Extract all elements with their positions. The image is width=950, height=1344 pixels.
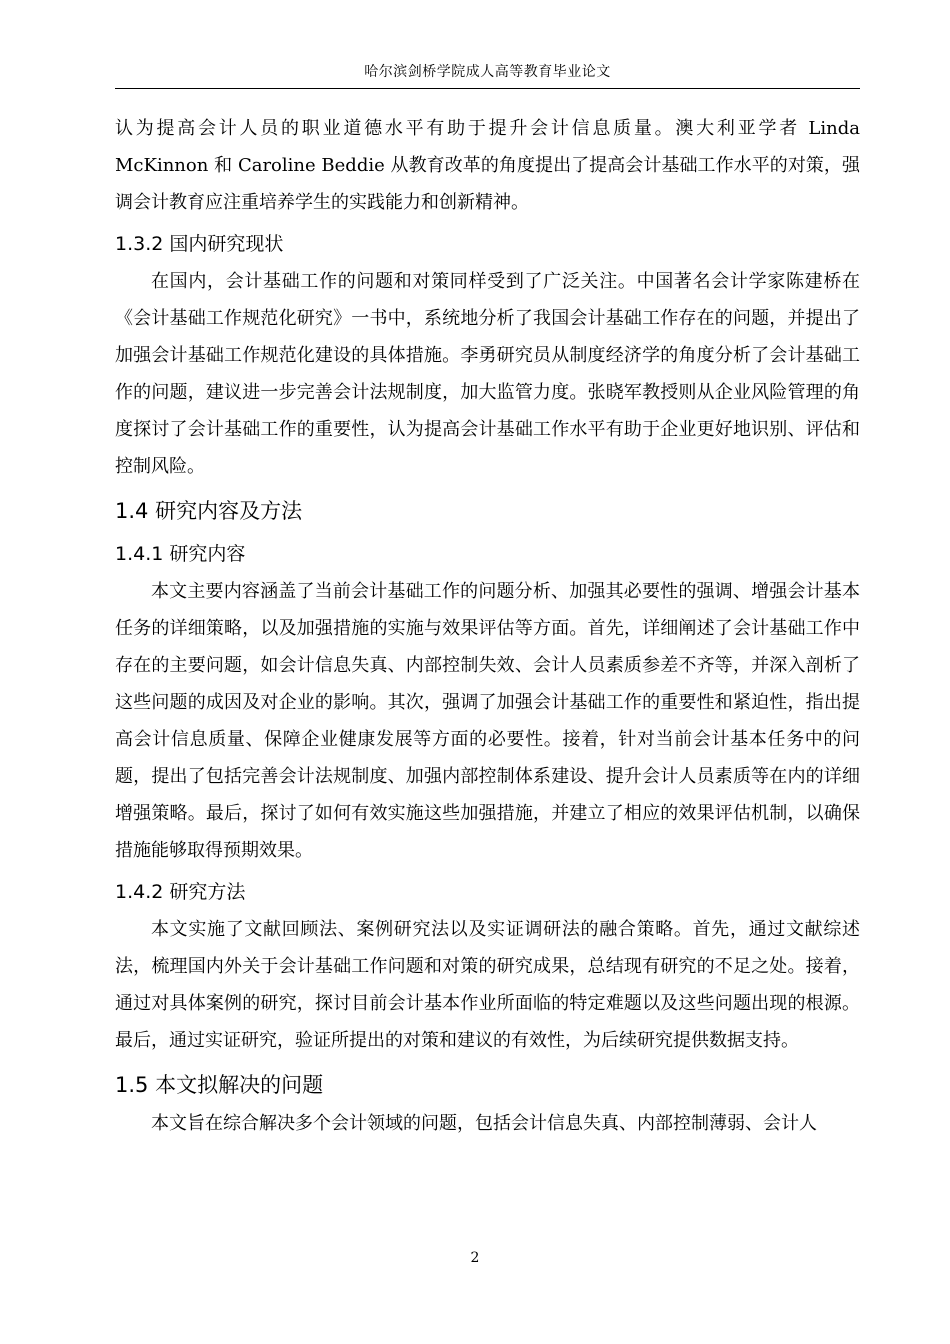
heading-1-4: 1.4 研究内容及方法 — [115, 499, 303, 523]
heading-1-4-2: 1.4.2 研究方法 — [115, 881, 246, 903]
paragraph-research-methods: 本文实施了文献回顾法、案例研究法以及实证调研法的融合策略。首先，通过文献综述法，梳理国内外关于会计基础工作问题和对策的研究成果，总结现有研究的不足之处。接着，通过对具体案例的研究，探讨目前会计基本作业所面临的特定难题以及这些问题出现的根源。最后，通过实证研究，验证所提出的对策和建议的有效性，为后续研究提供数据支持。 — [115, 919, 860, 1051]
heading-1-5: 1.5 本文拟解决的问题 — [115, 1073, 324, 1097]
running-header: 哈尔滨剑桥学院成人高等教育毕业论文 — [364, 64, 611, 80]
paragraph-research-content: 本文主要内容涵盖了当前会计基础工作的问题分析、加强其必要性的强调、增强会计基本任务的详细策略，以及加强措施的实施与效果评估等方面。首先，详细阐述了会计基础工作中存在的主要问题，如会计信息失真、内部控制失效、会计人员素质参差不齐等，并深入剖析了这些问题的成因及对企业的影响。其次，强调了加强会计基础工作的重要性和紧迫性，指出提高会计信息质量、保障企业健康发展等方面的必要性。接着，针对当前会计基本任务中的问题，提出了包括完善会计法规制度、加强内部控制体系建设、提升会计人员素质等在内的详细增强策略。最后，探讨了如何有效实施这些加强措施，并建立了相应的效果评估机制，以确保措施能够取得预期效果。 — [115, 581, 860, 861]
paragraph-intro-continuation: 认为提高会计人员的职业道德水平有助于提升会计信息质量。澳大利亚学者 Linda McKinnon 和 Caroline Beddie 从教育改革的角度提出了提高会计基础工作水平的对策，强调会计教育应注重培养学生的实践能力和创新精神。 — [115, 118, 860, 213]
paragraph-problems-to-solve: 本文旨在综合解决多个会计领域的问题，包括会计信息失真、内部控制薄弱、会计人 — [151, 1113, 817, 1134]
heading-1-4-1: 1.4.1 研究内容 — [115, 543, 246, 565]
page-number: 2 — [470, 1250, 480, 1266]
header-rule — [115, 88, 860, 89]
document-body — [115, 110, 860, 1142]
paragraph-domestic-research: 在国内，会计基础工作的问题和对策同样受到了广泛关注。中国著名会计学家陈建桥在《会计基础工作规范化研究》一书中，系统地分析了我国会计基础工作存在的问题，并提出了加强会计基础工作规范化建设的具体措施。李勇研究员从制度经济学的角度分析了会计基础工作的问题，建议进一步完善会计法规制度，加大监管力度。张晓军教授则从企业风险管理的角度探讨了会计基础工作的重要性，认为提高会计基础工作水平有助于企业更好地识别、评估和控制风险。 — [115, 271, 860, 477]
heading-1-3-2: 1.3.2 国内研究现状 — [115, 233, 284, 255]
